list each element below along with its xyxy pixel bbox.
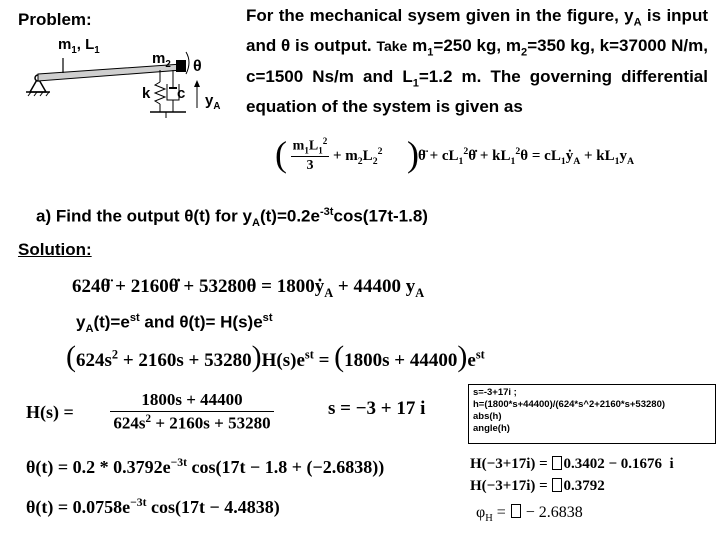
governing-equation: ( $m_1L_1^2$ 3 + $m_2L_2^2$ ) θ̈ + $cL_1^2\thetȧ + kL_1^2\theta$ = $cL_1ẏ_A + kL_1y_A$: [275, 134, 635, 174]
mass-m2: [176, 60, 186, 72]
matlab-line-2: h=(1800*s+44400)/(624*s^2+2160*s+53280): [473, 399, 666, 410]
mechanism-figure: [0, 0, 240, 125]
k-label: k: [142, 85, 151, 102]
exponential-assumption: $y_A(t)=e^{st}$ and $\theta(t)= H(s)e^{st}$: [76, 312, 273, 336]
ya-label: $y_A$: [205, 92, 221, 112]
question-a: a) Find the output θ(t) for $y_A(t)=0.2e^{-3t}\cos(17t-1.8)$: [36, 206, 428, 230]
transfer-function-lhs: H(s) =: [26, 402, 74, 422]
laplace-equation: $(624s^2 + 2160s + 53280)H(s)e^{st} = (1800s + 44400)e^{st}$: [66, 340, 485, 373]
matlab-line-4: angle(h): [473, 423, 510, 434]
theta-result-1: $\theta(t) = 0.2 * 0.3792e^{-3t}$ cos(17t − 1.8 + (−2.6838)): [26, 456, 385, 477]
reduced-equation: 624θ̈ + 2160θ̇ + 53280θ = 1800ẏ$_A$ + 44400 $y_A$: [72, 276, 425, 300]
problem-heading: Problem:: [18, 10, 92, 29]
m2-label: $m_2$: [152, 50, 171, 70]
matlab-line-1: s=-3+17i ;: [473, 387, 517, 398]
spring-icon: [155, 70, 165, 112]
h-phase: $\varphi_H$ = − 2.6838: [476, 504, 583, 525]
solution-heading: Solution:: [18, 240, 92, 259]
s-value: s = −3 + 17 i: [328, 398, 426, 419]
h-complex-value: H(−3+17i) = 0.3402 − 0.1676 i: [470, 456, 674, 472]
matlab-code-box: [468, 384, 716, 444]
matlab-line-3: abs(h): [473, 411, 502, 422]
tf-denominator: $624s^2 + 2160s + 53280$: [113, 413, 271, 433]
tf-numerator: 1800s + 44400: [141, 390, 243, 409]
theta-label: θ: [193, 58, 202, 75]
theta-arc: [186, 52, 189, 74]
transfer-function-fraction: [110, 390, 274, 434]
h-magnitude: H(−3+17i) = 0.3792: [470, 478, 605, 494]
problem-statement: For the mechanical sysem given in the figure, $y_A$ is input and θ is output. Take $m_1=250$ kg, $m_2=350$ kg, k=37000 N/m, c=1500 Ns/m and $L_1=1.2$ m. The governing differential equation of the system is given as: [246, 6, 708, 117]
theta-result-2: $\theta(t) = 0.0758e^{-3t}$ cos(17t − 4.4838): [26, 496, 280, 517]
m1-label: $m_1$, $L_1$: [58, 36, 100, 56]
c-label: c: [177, 85, 186, 102]
